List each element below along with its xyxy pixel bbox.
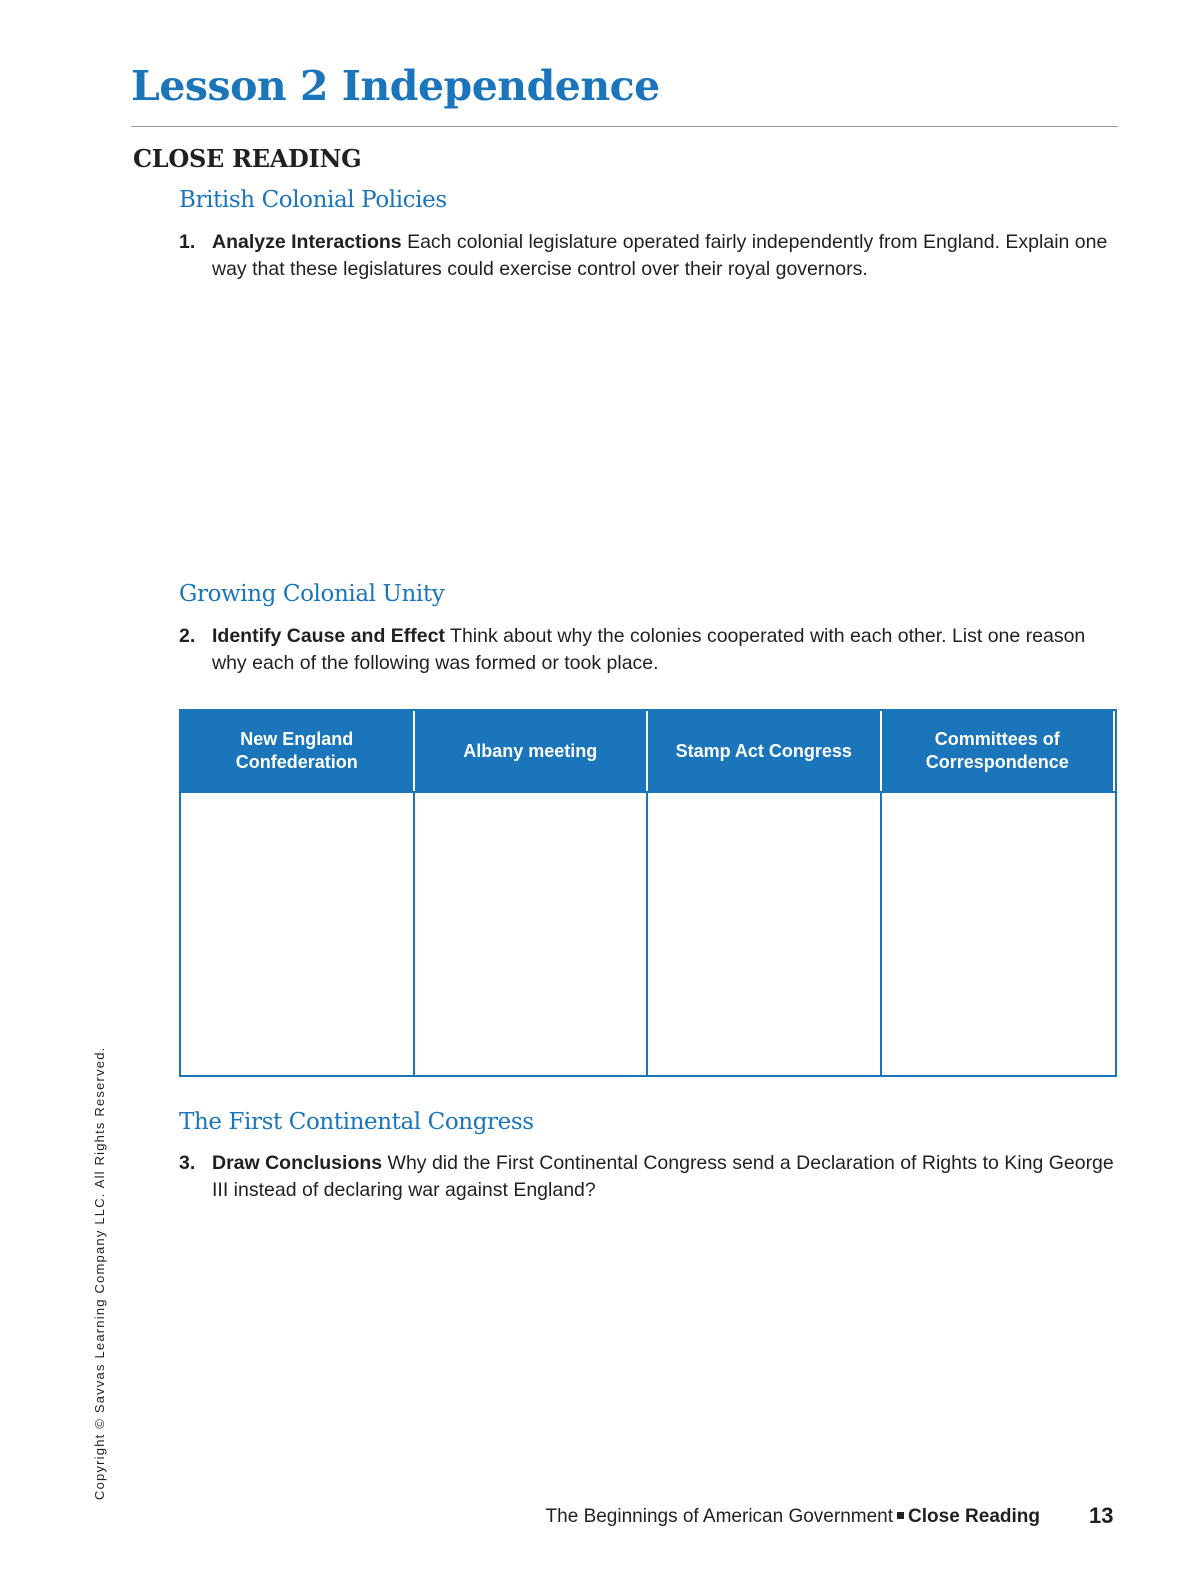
lesson-title: Lesson 2 Independence bbox=[131, 62, 660, 110]
answer-area-1[interactable] bbox=[179, 295, 1117, 565]
footer-book-title: The Beginnings of American Government bbox=[545, 1506, 894, 1527]
title-divider bbox=[131, 126, 1118, 127]
organizer-answer-cell-albany-meeting[interactable] bbox=[415, 791, 649, 1075]
subheading-growing-colonial-unity: Growing Colonial Unity bbox=[179, 581, 445, 607]
question-skill: Analyze Interactions bbox=[212, 231, 402, 253]
organizer-answer-cell-new-england-confederation[interactable] bbox=[181, 791, 415, 1075]
footer-bullet bbox=[897, 1512, 904, 1519]
question-number: 2. bbox=[179, 625, 196, 647]
question-text: Think about why the colonies cooperated with each other. List one reason why each of the following was formed or took place. bbox=[212, 625, 1086, 674]
subheading-first-continental-congress: The First Continental Congress bbox=[179, 1109, 534, 1135]
organizer-answer-cell-stamp-act-congress[interactable] bbox=[648, 791, 882, 1075]
organizer-header-committees-of-correspondence: Committees of Correspondence bbox=[882, 711, 1116, 791]
subheading-british-colonial-policies: British Colonial Policies bbox=[179, 187, 447, 213]
organizer-header-albany-meeting: Albany meeting bbox=[415, 711, 649, 791]
organizer-header-stamp-act-congress: Stamp Act Congress bbox=[648, 711, 882, 791]
answer-area-3[interactable] bbox=[179, 1215, 1117, 1485]
question-number: 3. bbox=[179, 1152, 196, 1174]
page-footer bbox=[546, 1506, 1040, 1528]
question-1 bbox=[179, 229, 1119, 283]
organizer-header-new-england-confederation: New England Confederation bbox=[181, 711, 415, 791]
question-text: Each colonial legislature operated fairly independently from England. Explain one way that these legislatures could exercise control over their royal governors. bbox=[212, 231, 1108, 280]
question-skill: Draw Conclusions bbox=[212, 1152, 383, 1174]
footer-section: Close Reading bbox=[908, 1506, 1040, 1527]
question-text: Why did the First Continental Congress send a Declaration of Rights to King George III instead of declaring war against England? bbox=[212, 1152, 1114, 1201]
copyright-notice: Copyright © Savvas Learning Company LLC. All Rights Reserved. bbox=[92, 1046, 107, 1500]
question-skill: Identify Cause and Effect bbox=[212, 625, 445, 647]
question-2 bbox=[179, 623, 1119, 677]
organizer-answer-cell-committees-of-correspondence[interactable] bbox=[882, 791, 1116, 1075]
question-3 bbox=[179, 1150, 1119, 1204]
graphic-organizer bbox=[179, 709, 1117, 1077]
page-number: 13 bbox=[1089, 1503, 1114, 1528]
question-number: 1. bbox=[179, 231, 196, 253]
section-label: CLOSE READING bbox=[133, 144, 362, 173]
